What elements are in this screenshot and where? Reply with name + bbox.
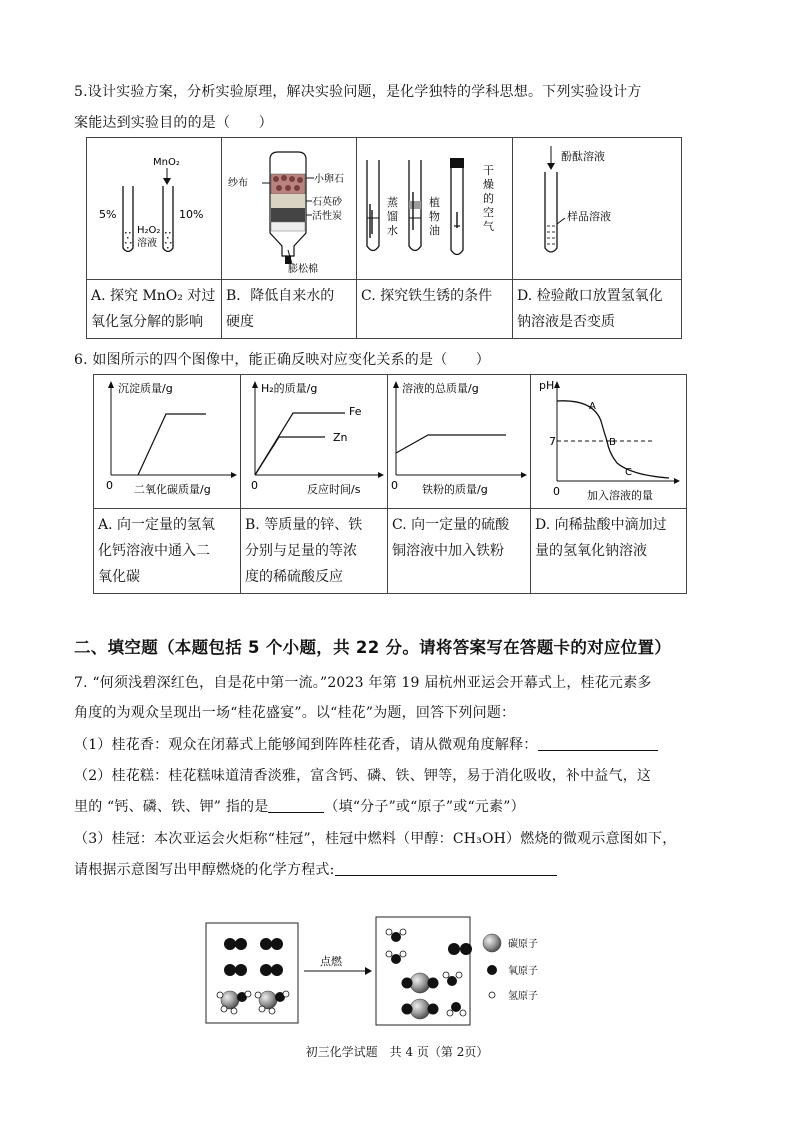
- graph-b-xlabel: 反应时间/s: [307, 483, 361, 496]
- q5-fig-d: [513, 138, 682, 280]
- graph-c-xlabel: 铁粉的质量/g: [422, 483, 488, 496]
- q7-part2-line2: 里的 “钙、磷、铁、钾” 指的是 （填“分子”或“原子”或“元素”）: [74, 799, 525, 815]
- graph-d-point-a: A: [589, 401, 596, 412]
- q5-table: [86, 137, 682, 339]
- graph-d-xlabel: 加入溶液的量: [587, 489, 653, 502]
- page-footer: 初三化学试题 共 4 页（第 2页）: [305, 1045, 489, 1059]
- graph-d-ylabel: pH: [539, 379, 555, 392]
- water-label-3: 水: [387, 224, 398, 237]
- q5-option-b[interactable]: B．降低自来水的 硬度: [222, 280, 357, 339]
- graph-d-origin: 0: [553, 485, 560, 498]
- legend-oxygen: 氧原子: [508, 966, 538, 977]
- solution-label-1: H₂O₂: [137, 225, 161, 236]
- graph-a-ylabel: 沉淀质量/g: [118, 382, 173, 395]
- q7-part2-line1: （2）桂花糕：桂花糕味道清香淡雅，富含钙、磷、铁、钾等，易于消化吸收，补中益气，这: [74, 768, 652, 784]
- carbon-atom-icon: [483, 934, 501, 952]
- q6-stem: 6. 如图所示的四个图像中，能正确反映对应变化关系的是（ ）: [74, 352, 491, 368]
- q6-option-c[interactable]: C. 向一定量的硫酸 铜溶液中加入铁粉: [388, 509, 531, 594]
- q6-graph-c: [388, 375, 531, 509]
- q5-option-c[interactable]: C. 探究铁生锈的条件: [357, 280, 513, 339]
- air-label-1: 干: [483, 164, 494, 177]
- answer-blank-2[interactable]: [268, 798, 324, 813]
- q5-option-a[interactable]: A. 探究 MnO₂ 对过 氧化氢分解的影响: [87, 280, 222, 339]
- air-label-4: 空: [483, 206, 494, 219]
- q7-line1: 7. “何须浅碧深红色，自是花中第一流。”2023 年第 19 届杭州亚运会开幕式上，桂花元素多: [74, 675, 652, 691]
- water-label-1: 蒸: [387, 196, 398, 209]
- air-label-5: 气: [483, 220, 494, 233]
- hydrogen-atom-icon: [489, 992, 495, 998]
- sample-label: 样品溶液: [567, 210, 611, 223]
- graph-d-point-c: C: [625, 467, 632, 478]
- q6-graph-b: [241, 375, 388, 509]
- water-label-2: 馏: [387, 210, 398, 223]
- cotton-label: 膨松棉: [288, 264, 318, 275]
- q5-stem-line2: 案能达到实验目的的是（ ）: [74, 115, 273, 131]
- legend: [483, 934, 538, 1002]
- q6-graph-d: [531, 375, 687, 509]
- pebble-label: 小卵石: [314, 174, 344, 185]
- graph-b-ylabel: H₂的质量/g: [261, 382, 318, 395]
- methanol-molecule-1: [217, 991, 251, 1014]
- oil-label-3: 油: [429, 224, 440, 237]
- graph-a-xlabel: 二氧化碳质量/g: [134, 483, 211, 496]
- oil-label-2: 物: [429, 210, 440, 223]
- q7-part3-line2: 请根据示意图写出甲醇燃烧的化学方程式:: [74, 860, 724, 881]
- q5-fig-b: [222, 138, 357, 280]
- q5-fig-a: [87, 138, 222, 280]
- graph-b-zn-label: Zn: [333, 431, 348, 444]
- oil-label-1: 植: [429, 196, 440, 209]
- q6-option-b[interactable]: B. 等质量的锌、铁 分别与足量的等浓 度的稀硫酸反应: [241, 509, 388, 594]
- q6-option-d[interactable]: D. 向稀盐酸中滴加过 量的氢氧化钠溶液: [531, 509, 687, 594]
- answer-blank-3[interactable]: [335, 861, 557, 876]
- q7-part3-line1: （3）桂冠：本次亚运会火炬称“桂冠”，桂冠中燃料（甲醇：CH₃OH）燃烧的微观示意图如下，: [74, 831, 677, 847]
- legend-hydrogen: 氢原子: [508, 991, 538, 1002]
- oxygen-atom-icon: [487, 965, 497, 975]
- methanol-molecule-2: [255, 991, 289, 1014]
- graph-d-tick-7: 7: [549, 435, 556, 448]
- q5-option-d[interactable]: D. 检验敞口放置氢氧化 钠溶液是否变质: [513, 280, 682, 339]
- q5-fig-c: [357, 138, 513, 280]
- answer-blank-1[interactable]: [538, 736, 658, 751]
- section-heading: 二、填空题（本题包括 5 个小题，共 22 分。请将答案写在答题卡的对应位置）: [74, 638, 672, 657]
- graph-c-ylabel: 溶液的总质量/g: [402, 382, 479, 395]
- reaction-diagram: [200, 915, 600, 1033]
- q6-option-a[interactable]: A. 向一定量的氢氧 化钙溶液中通入二 氧化碳: [94, 509, 241, 594]
- q7-line2: 角度的为观众呈现出一场“桂花盛宴”。以“桂花”为题，回答下列问题：: [74, 705, 516, 721]
- q6-table: [93, 374, 687, 594]
- ignite-label: 点燃: [320, 955, 342, 968]
- graph-a-origin: 0: [106, 479, 113, 492]
- air-label-2: 燥: [483, 178, 494, 191]
- sand-label: 石英砂: [312, 197, 342, 208]
- left-pct: 5%: [99, 208, 117, 221]
- catalyst-label: MnO₂: [153, 157, 180, 168]
- q7-part1: （1）桂花香：观众在闭幕式上能够闻到阵阵桂花香，请从微观角度解释：: [74, 735, 724, 756]
- legend-carbon: 碳原子: [508, 939, 538, 950]
- reagent-label: 酚酞溶液: [561, 150, 605, 163]
- graph-b-fe-label: Fe: [349, 405, 362, 418]
- air-label-3: 的: [483, 192, 494, 205]
- graph-d-point-b: B: [609, 437, 616, 448]
- q5-stem-line1: 5.设计实验方案，分析实验原理，解决实验问题，是化学独特的学科思想。下列实验设计方: [74, 84, 642, 100]
- carbon-label: 活性炭: [312, 211, 342, 222]
- q6-graph-a: [94, 375, 241, 509]
- right-pct: 10%: [179, 208, 204, 221]
- graph-c-origin: 0: [391, 479, 398, 492]
- gauze-label: 纱布: [228, 178, 248, 189]
- solution-label-2: 溶液: [137, 238, 157, 249]
- graph-b-origin: 0: [251, 479, 258, 492]
